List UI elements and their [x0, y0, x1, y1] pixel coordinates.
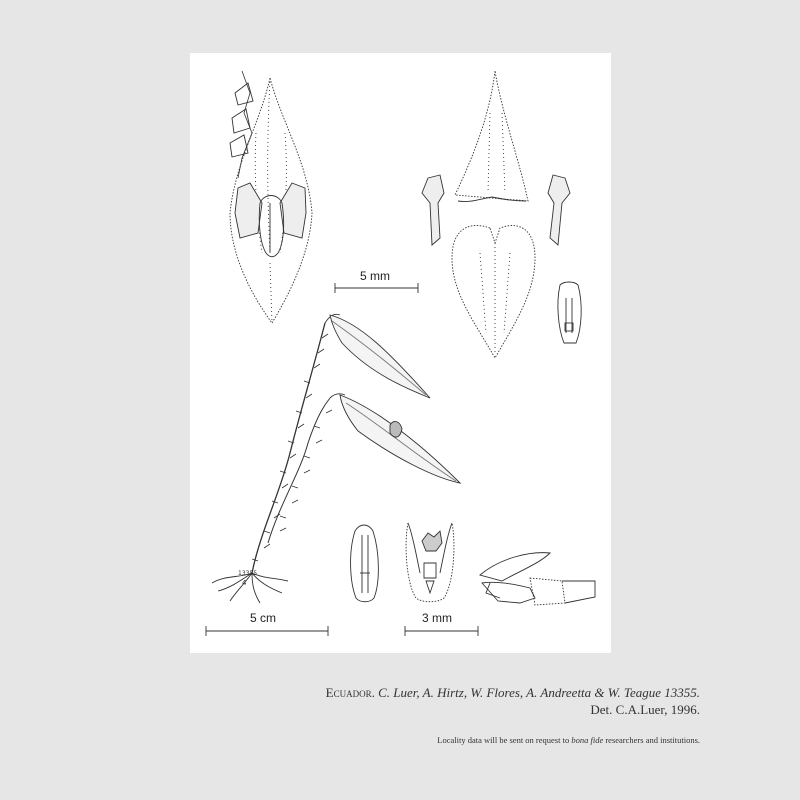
scale-bar-3mm: [405, 626, 478, 636]
svg-text:13355: 13355: [238, 570, 258, 577]
flower-front-view: [230, 71, 312, 323]
scale-bar-5cm: [206, 626, 328, 636]
lateral-view: [480, 553, 595, 605]
plate-drawing: [190, 53, 611, 653]
note-emphasis: bona fide: [571, 735, 604, 745]
botanical-plate: [190, 53, 611, 653]
collection-line: [180, 684, 700, 701]
scale-bar-5mm: [335, 283, 418, 293]
scale-label-5cm: 5 cm: [250, 611, 277, 625]
note-text-after: researchers and institutions.: [605, 735, 700, 745]
country-name: Ecuador.: [325, 685, 375, 700]
lip-detail: [351, 525, 379, 602]
note-text-before: Locality data will be sent on request to: [437, 735, 570, 745]
column-detail: [406, 523, 454, 602]
scale-label-5mm: 5 mm: [360, 269, 390, 283]
specimen-caption: [180, 684, 700, 718]
scale-label-3mm: 3 mm: [422, 611, 452, 625]
determination: Det. C.A.Luer, 1996.: [590, 702, 700, 717]
plant-habit: [212, 314, 460, 603]
collectors: C. Luer, A. Hirtz, W. Flores, A. Andreetta & W. Teague 13355.: [378, 685, 700, 700]
locality-note: [180, 735, 700, 745]
svg-text:4: 4: [242, 579, 247, 587]
dissected-sepals: [422, 71, 581, 358]
